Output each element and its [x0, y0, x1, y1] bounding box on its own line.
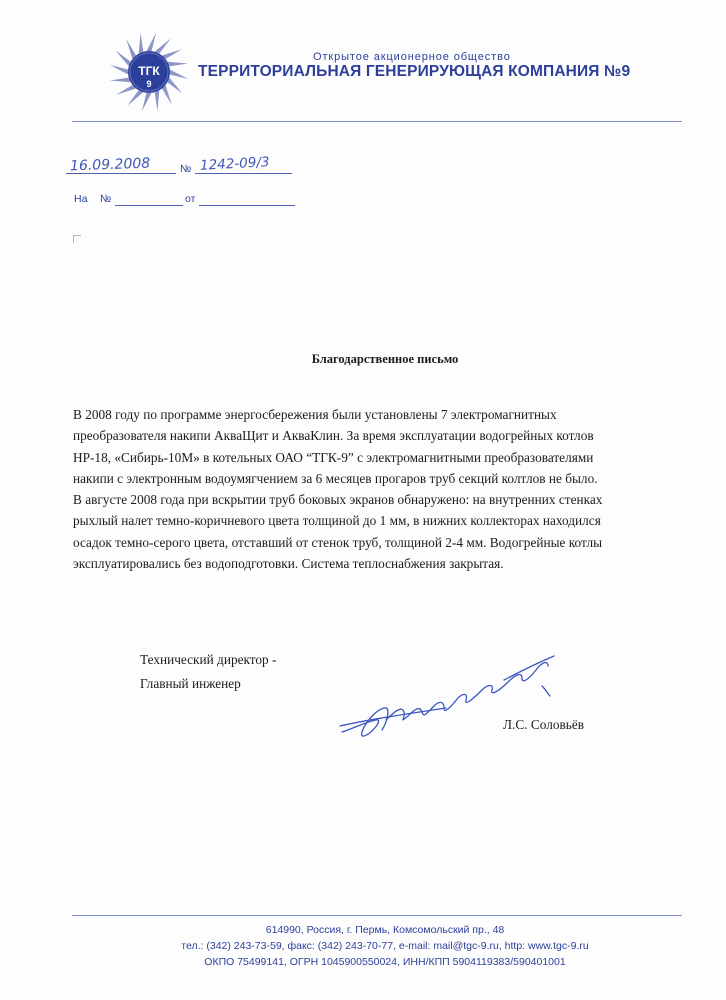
corner-mark-icon — [73, 235, 81, 243]
logo-ray — [139, 33, 144, 54]
footer-divider — [72, 915, 682, 916]
logo-ray — [115, 50, 130, 66]
body-line: эксплуатировались без водоподготовки. Система теплоснабжения закрытая. — [73, 556, 504, 572]
body-line: преобразователя накипи АкваЩит и АкваКлин. За время эксплуатации водогрейных котлов — [73, 428, 594, 444]
tgk-sun-logo-icon — [108, 31, 190, 113]
incoming-from-label: от — [185, 193, 196, 205]
logo-ray — [167, 62, 188, 67]
logo-ray — [142, 93, 152, 112]
logo-ray — [126, 39, 136, 59]
body-line: рыхлый налет темно-коричневого цвета толщиной до 1 мм, в нижних коллекторах находился — [73, 513, 601, 529]
logo-ray — [167, 78, 182, 94]
outgoing-date: 16.09.2008 — [69, 155, 151, 175]
organization-form: Открытое акционерное общество — [313, 51, 511, 63]
logo-ray — [162, 85, 172, 105]
logo-ray — [146, 33, 156, 52]
letter-title: Благодарственное письмо — [311, 352, 459, 366]
body-line: В августе 2008 года при вскрытии труб боковых экранов обнаружено: на внутренних стенках — [73, 492, 603, 508]
body-line: накипи с электронным водоумягчением за 6 месяцев прогаров труб секций колтлов не было. — [73, 470, 598, 486]
letter-body — [73, 404, 679, 574]
logo-ray — [110, 78, 131, 83]
logo-ray — [155, 90, 160, 111]
incoming-label: На — [74, 193, 88, 205]
signer-name: Л.С. Соловьёв — [503, 717, 585, 732]
company-name: ТЕРРИТОРИАЛЬНАЯ ГЕНЕРИРУЮЩАЯ КОМПАНИЯ №9 — [198, 63, 631, 80]
header-divider — [72, 121, 682, 122]
footer-contacts: тел.: (342) 243-73-59, факс: (342) 243-70-77, e-mail: mail@tgc-9.ru, http: www.tgc-9.ru — [181, 940, 589, 952]
outgoing-number-label: № — [180, 163, 192, 175]
outgoing-number: 1242-09/3 — [199, 154, 270, 174]
incoming-number-blank — [115, 205, 183, 206]
incoming-number-label: № — [100, 193, 112, 205]
footer-address: 614990, Россия, г. Пермь, Комсомольский пр., 48 — [265, 924, 505, 936]
logo-number: 9 — [146, 79, 152, 89]
body-line: НР-18, «Сибирь-10М» в котельных ОАО “ТГК-9” с электромагнитными преобразователями — [73, 449, 594, 465]
logo-ray — [116, 85, 136, 95]
logo-ray — [127, 90, 143, 105]
logo-ray — [110, 65, 128, 75]
incoming-date-blank — [199, 205, 295, 206]
signer-title-line-1: Технический директор - — [140, 652, 277, 667]
body-line: В 2008 году по программе энергосбережения были установлены 7 электромагнитных — [73, 407, 557, 422]
logo-ray — [170, 69, 189, 79]
footer-registry: ОКПО 75499141, ОГРН 1045900550024, ИНН/КПП 5904119383/590401001 — [204, 956, 566, 968]
logo-ray — [162, 49, 182, 59]
signer-title-line-2: Главный инженер — [140, 676, 241, 691]
logo-ray — [155, 38, 171, 53]
logo-text: ТГК — [138, 64, 160, 78]
body-line: осадок темно-серого цвета, отставший от стенок труб, толщиной 2-4 мм. Водогрейные котлы — [73, 534, 603, 550]
